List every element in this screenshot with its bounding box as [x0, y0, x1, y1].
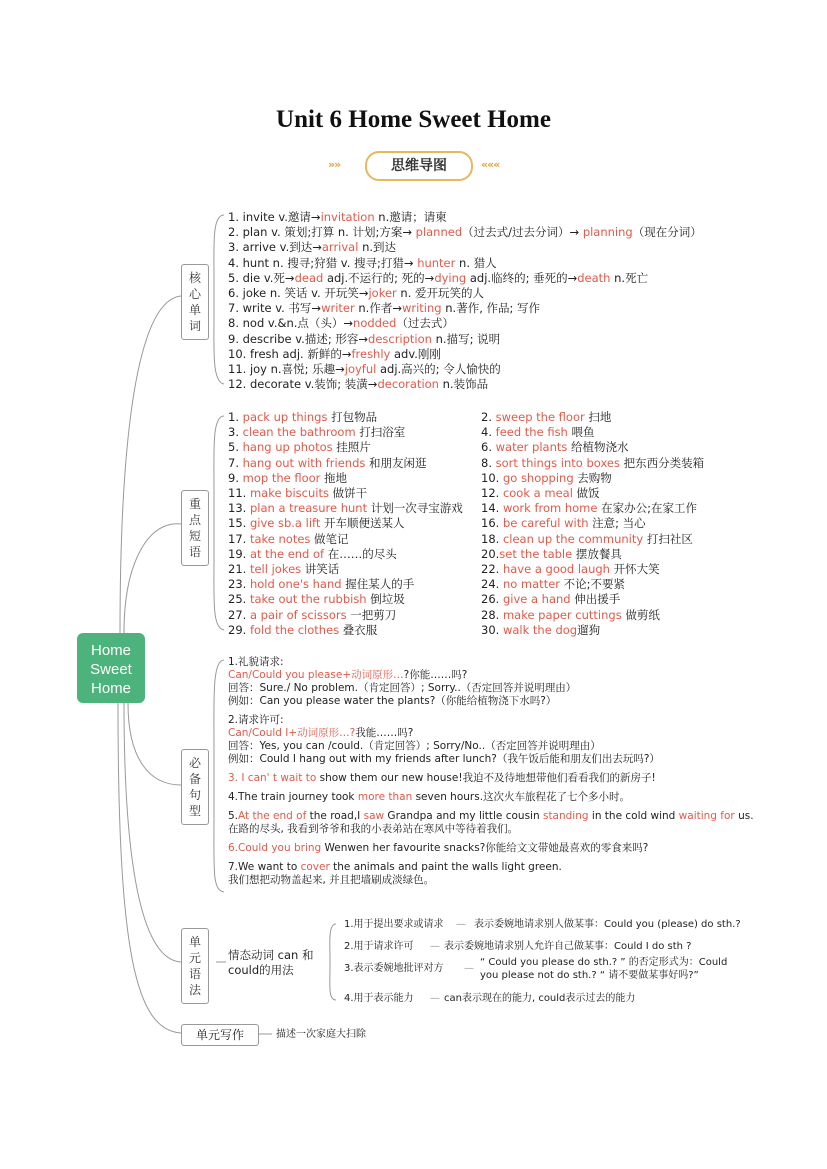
- text-segment: 2. plan v. 策划;打算 n. 计划;方案→: [228, 225, 416, 240]
- highlight-text: cook a meal: [502, 486, 573, 501]
- grammar-item-label: 1.用于提出要求或请求: [344, 919, 444, 930]
- text-segment: 做饭: [572, 486, 600, 501]
- highlight-text: Can/Could you please+动词原形…: [228, 669, 404, 681]
- text-segment: n.装饰品: [438, 377, 489, 392]
- text-segment: 我们想把动物盖起来, 并且把墙刷成淡绿色。: [228, 874, 435, 886]
- highlight-text: freshly: [351, 346, 391, 361]
- text-segment: the animals and paint the walls light green.: [329, 861, 562, 873]
- text-segment: 讲笑话: [301, 562, 340, 577]
- sentence-line: [228, 842, 754, 855]
- text-segment: 开车顺便送某人: [320, 516, 405, 531]
- text-segment: 4. hunt n. 搜寻;狩猎 v. 搜寻;打猎→: [228, 255, 418, 270]
- highlight-text: clean up the community: [502, 531, 644, 546]
- phrase-item: [228, 440, 463, 455]
- text-segment: n.邀请；请柬: [374, 210, 447, 224]
- mind-map-badge: 思维导图: [365, 151, 473, 181]
- phrase-item: [228, 486, 463, 501]
- text-segment: 我能……吗?: [355, 727, 414, 739]
- highlight-text: no matter: [502, 577, 561, 592]
- text-segment: 拖地: [320, 470, 348, 485]
- grammar-topic: [228, 948, 313, 978]
- sentence-line: [228, 656, 754, 669]
- highlight-text: take out the rubbish: [249, 592, 367, 607]
- root-node: [77, 633, 145, 703]
- text-segment: 3.: [228, 425, 243, 440]
- text-segment: 做饼干: [328, 486, 368, 501]
- highlight-text: cover: [300, 861, 330, 873]
- root-label-line: Sweet: [90, 661, 132, 678]
- badge-arrows-right: «««: [481, 158, 500, 171]
- highlight-text: hold one's hand: [249, 577, 342, 592]
- text-segment: 13.: [228, 501, 250, 516]
- phrase-item: [481, 623, 704, 638]
- text-segment: adj.不运行的; 死的→: [323, 270, 435, 285]
- phrase-item: [481, 608, 704, 623]
- word-item: [228, 377, 702, 392]
- text-segment: 6.: [481, 440, 496, 455]
- highlight-text: description: [368, 331, 432, 346]
- text-segment: 1. invite v.邀请→: [228, 210, 321, 224]
- text-segment: adj.临终的; 垂死的→: [466, 270, 578, 285]
- text-segment: seven hours.这次火车旅程花了七个多小时。: [412, 791, 631, 803]
- highlight-text: saw: [363, 810, 385, 822]
- phrase-item: [481, 516, 704, 531]
- grammar-desc-line: “ Could you please do sth.? ” 的否定形式为：Could: [480, 957, 728, 968]
- sentence-line: [228, 861, 754, 874]
- text-segment: 5.: [228, 810, 239, 822]
- word-item: [228, 332, 702, 347]
- bracket-grammar: [330, 924, 336, 1000]
- phrase-item: [481, 592, 704, 607]
- text-segment: 一把剪刀: [346, 607, 397, 622]
- sentence-line: [228, 669, 754, 682]
- text-segment: Wenwen her favourite snacks?你能给文文带她最喜欢的零食来吗?: [321, 842, 649, 854]
- text-segment: n.描写; 说明: [431, 331, 501, 346]
- grammar-item-label: 2.用于请求许可: [344, 941, 414, 952]
- text-segment: （过去式/过去分词）→: [462, 225, 583, 240]
- phrase-item: [481, 547, 704, 562]
- highlight-text: waiting for: [678, 810, 735, 822]
- highlight-text: arrival: [321, 240, 359, 255]
- highlight-text: joyful: [344, 362, 377, 377]
- phrase-item: [228, 623, 463, 638]
- word-item: [228, 225, 702, 240]
- highlight-text: give sb.a lift: [249, 516, 321, 531]
- sentence-line: [228, 740, 754, 753]
- grammar-desc-line: 表示委婉地请求别人做某事：Could you (please) do sth.?: [474, 919, 741, 930]
- highlight-text: hang out with friends: [242, 455, 366, 470]
- sentence-line: [228, 753, 754, 766]
- grammar-desc-line: you please not do sth.? “ 请不要做某事好吗?”: [480, 970, 699, 981]
- text-segment: 23.: [228, 577, 250, 592]
- text-segment: us.: [734, 810, 754, 822]
- category-grammar: 单 元 语 法: [181, 928, 209, 1004]
- text-segment: 4.: [481, 425, 496, 440]
- highlight-text: walk the dog: [502, 622, 578, 637]
- highlight-text: have a good laugh: [502, 562, 610, 577]
- text-segment: 27.: [228, 607, 250, 622]
- word-item: [228, 271, 702, 286]
- sentence-line: [228, 810, 754, 823]
- grammar-desc-line: can表示现在的能力, could表示过去的能力: [444, 993, 636, 1004]
- text-segment: 7. write v. 书写→: [228, 301, 322, 316]
- phrase-item: [228, 410, 463, 425]
- highlight-text: plan a treasure hunt: [249, 501, 368, 516]
- text-segment: 在……的尽头: [324, 546, 397, 561]
- text-segment: 26.: [481, 592, 503, 607]
- grammar-topic-line: 情态动词 can 和: [228, 948, 314, 962]
- highlight-text: 3. I can' t wait to: [228, 772, 317, 784]
- phrase-item: [228, 501, 463, 516]
- text-segment: 扫地: [584, 410, 612, 424]
- highlight-text: At the end of: [238, 810, 307, 822]
- text-segment: 握住某人的手: [341, 577, 415, 592]
- text-segment: 30.: [481, 622, 503, 637]
- highlight-text: work from home: [502, 501, 598, 516]
- grammar-item-description: [444, 992, 635, 1005]
- word-item: [228, 301, 702, 316]
- highlight-text: Can/Could I+动词原形…?: [228, 727, 356, 739]
- sentence-line: [228, 714, 754, 727]
- grammar-item-label: 3.表示委婉地批评对方: [344, 963, 444, 974]
- phrase-item: [481, 425, 704, 440]
- text-segment: 12. decorate v.装饰; 装潢→: [228, 377, 378, 392]
- phrase-item: [481, 532, 704, 547]
- branch-line-phrases: [124, 524, 181, 633]
- highlight-text: a pair of scissors: [249, 607, 347, 622]
- highlight-text: set the table: [499, 546, 573, 561]
- grammar-dash: —: [464, 963, 474, 974]
- phrase-item: [228, 425, 463, 440]
- highlight-text: dead: [294, 270, 324, 285]
- highlight-text: invitation: [320, 210, 375, 224]
- text-segment: 打包物品: [327, 410, 378, 424]
- text-segment: ?你能……吗?: [403, 669, 468, 681]
- category-writing: 单元写作: [181, 1024, 259, 1046]
- text-segment: 例如：Can you please water the plants?（你能给植物浇下水吗?）: [228, 695, 557, 707]
- root-label-line: Home: [90, 642, 131, 659]
- text-segment: 5.: [228, 440, 243, 455]
- text-segment: adv.刚刚: [390, 346, 441, 361]
- text-segment: 摆放餐具: [572, 546, 622, 561]
- text-segment: 例如：Could I hang out with my friends after lunch?（我午饭后能和朋友们出去玩吗?）: [228, 753, 660, 765]
- text-segment: show them our new house!我迫不及待地想带他们看看我们的新房子!: [316, 772, 656, 784]
- text-segment: 打扫浴室: [355, 425, 406, 440]
- text-segment: 11.: [228, 486, 250, 501]
- text-segment: 4.The train journey took: [228, 791, 358, 803]
- highlight-text: sweep the floor: [495, 410, 585, 424]
- highlight-text: make biscuits: [249, 486, 329, 501]
- phrase-item: [481, 440, 704, 455]
- text-segment: 1.礼貌请求:: [228, 656, 284, 668]
- text-segment: 和朋友闲逛: [365, 455, 427, 470]
- text-segment: 打扫社区: [643, 531, 693, 546]
- text-segment: 去购物: [573, 470, 612, 485]
- text-segment: 10.: [481, 470, 503, 485]
- highlight-text: sort things into boxes: [495, 455, 620, 470]
- highlight-text: mop the floor: [242, 470, 321, 485]
- text-segment: adj.高兴的; 令人愉快的: [376, 362, 501, 377]
- core-words-list: [228, 210, 702, 392]
- text-segment: 喂鱼: [567, 425, 595, 440]
- text-segment: 12.: [481, 486, 503, 501]
- text-segment: 18.: [481, 531, 503, 546]
- highlight-text: be careful with: [502, 516, 589, 531]
- highlight-text: make paper cuttings: [502, 607, 622, 622]
- phrase-item: [481, 562, 704, 577]
- text-segment: 20.: [481, 546, 500, 561]
- phrase-item: [228, 471, 463, 486]
- grammar-desc-line: 表示委婉地请求别人允许自己做某事：Could I do sth ?: [444, 941, 692, 952]
- grammar-item-description: [480, 956, 727, 982]
- page-title: Unit 6 Home Sweet Home: [276, 106, 551, 133]
- category-words: 核 心 单 词: [181, 264, 209, 340]
- word-item: [228, 256, 702, 271]
- text-segment: 不论;不要紧: [560, 577, 626, 592]
- text-segment: 24.: [481, 577, 503, 592]
- grammar-topic-line: could的用法: [228, 963, 294, 977]
- text-segment: 9. describe v.描述; 形容→: [228, 331, 369, 346]
- highlight-text: planning: [582, 225, 633, 240]
- highlight-text: at the end of: [249, 546, 325, 561]
- highlight-text: more than: [357, 791, 413, 803]
- phrase-item: [228, 547, 463, 562]
- text-segment: n.到达: [358, 240, 397, 255]
- text-segment: 在家办公;在家工作: [597, 501, 697, 516]
- branch-line-sentences: [128, 703, 181, 785]
- phrase-item: [481, 471, 704, 486]
- text-segment: 注意; 当心: [588, 516, 646, 531]
- text-segment: 9.: [228, 470, 243, 485]
- highlight-text: death: [577, 270, 611, 285]
- text-segment: 6. joke n. 笑话 v. 开玩笑→: [228, 286, 369, 301]
- text-segment: 计划一次寻宝游戏: [367, 501, 463, 516]
- highlight-text: planned: [415, 225, 463, 240]
- highlight-text: give a hand: [502, 592, 571, 607]
- text-segment: 挂照片: [332, 440, 371, 455]
- phrase-item: [481, 501, 704, 516]
- text-segment: 叠衣服: [339, 622, 378, 637]
- text-segment: 17.: [228, 531, 250, 546]
- badge-arrows-left: »»: [328, 158, 341, 171]
- phrase-item: [228, 516, 463, 531]
- text-segment: 7.We want to: [228, 861, 301, 873]
- text-segment: 21.: [228, 562, 250, 577]
- bracket-words: [214, 215, 224, 384]
- branch-line-writing: [118, 703, 181, 1033]
- grammar-dash: —: [430, 993, 440, 1004]
- text-segment: 把东西分类装箱: [619, 455, 705, 470]
- highlight-text: 6.Could you bring: [228, 842, 322, 854]
- word-item: [228, 362, 702, 377]
- highlight-text: joker: [368, 286, 397, 301]
- text-segment: the road,I: [306, 810, 364, 822]
- text-segment: 14.: [481, 501, 503, 516]
- text-segment: 22.: [481, 562, 503, 577]
- phrase-item: [228, 456, 463, 471]
- phrase-item: [481, 410, 704, 425]
- sentence-line: [228, 695, 754, 708]
- sentence-line: [228, 823, 754, 836]
- text-segment: 25.: [228, 592, 250, 607]
- text-segment: 11. joy n.喜悦; 乐趣→: [228, 362, 345, 377]
- text-segment: 回答：Yes, you can /could.（肯定回答）; Sorry/No..（否定回答并说明理由）: [228, 740, 601, 752]
- text-segment: 做剪纸: [621, 607, 660, 622]
- word-item: [228, 210, 702, 225]
- word-item: [228, 316, 702, 331]
- highlight-text: go shopping: [502, 470, 574, 485]
- highlight-text: pack up things: [242, 410, 328, 424]
- text-segment: 19.: [228, 546, 250, 561]
- text-segment: 遛狗: [577, 622, 601, 637]
- sentence-line: [228, 772, 754, 785]
- text-segment: in the cold wind: [588, 810, 679, 822]
- highlight-text: water plants: [495, 440, 568, 455]
- phrase-item: [228, 592, 463, 607]
- sentence-line: [228, 682, 754, 695]
- text-segment: 10. fresh adj. 新鲜的→: [228, 346, 352, 361]
- sentence-line: [228, 791, 754, 804]
- grammar-item-description: [474, 918, 741, 931]
- text-segment: n. 猎人: [455, 255, 497, 270]
- grammar-item-label: 4.用于表示能力: [344, 993, 414, 1004]
- text-segment: n.著作, 作品; 写作: [441, 301, 541, 316]
- text-segment: 伸出援手: [570, 592, 621, 607]
- text-segment: 1.: [228, 410, 243, 424]
- sentence-line: [228, 727, 754, 740]
- text-segment: 5. die v.死→: [228, 270, 295, 285]
- text-segment: 在路的尽头, 我看到爷爷和我的小表弟站在寒风中等待着我们。: [228, 823, 519, 835]
- phrase-item: [481, 577, 704, 592]
- highlight-text: tell jokes: [249, 562, 302, 577]
- text-segment: 倒垃圾: [366, 592, 405, 607]
- phrase-item: [228, 562, 463, 577]
- root-label-line: Home: [90, 680, 131, 697]
- highlight-text: nodded: [353, 316, 397, 331]
- highlight-text: writing: [401, 301, 442, 316]
- highlight-text: writer: [321, 301, 355, 316]
- sentences-list: [228, 656, 754, 887]
- word-item: [228, 347, 702, 362]
- phrase-item: [228, 608, 463, 623]
- highlight-text: decoration: [377, 377, 439, 392]
- word-item: [228, 240, 702, 255]
- text-segment: 做笔记: [310, 531, 349, 546]
- text-segment: 8. nod v.&n.点（头）→: [228, 316, 354, 331]
- text-segment: n. 爱开玩笑的人: [396, 286, 485, 301]
- phrase-item: [481, 456, 704, 471]
- text-segment: 16.: [481, 516, 503, 531]
- grammar-dash: —: [456, 919, 466, 930]
- bracket-phrases: [214, 416, 224, 630]
- word-item: [228, 286, 702, 301]
- text-segment: 回答：Sure./ No problem.（肯定回答）; Sorry..（否定回答并说明理由）: [228, 682, 577, 694]
- text-segment: n.死亡: [610, 270, 649, 285]
- text-segment: 7.: [228, 455, 243, 470]
- phrases-left-column: [228, 410, 463, 638]
- category-sentences: 必 备 句 型: [181, 749, 209, 825]
- text-segment: 29.: [228, 622, 250, 637]
- text-segment: （过去式）: [396, 316, 454, 331]
- writing-description: 描述一次家庭大扫除: [276, 1029, 366, 1040]
- highlight-text: fold the clothes: [249, 622, 340, 637]
- phrase-item: [228, 532, 463, 547]
- sentence-line: [228, 874, 754, 887]
- phrase-item: [228, 577, 463, 592]
- phrase-item: [481, 486, 704, 501]
- text-segment: 8.: [481, 455, 496, 470]
- grammar-dash: —: [430, 941, 440, 952]
- highlight-text: dying: [434, 270, 467, 285]
- text-segment: 2.: [481, 410, 496, 424]
- highlight-text: standing: [542, 810, 589, 822]
- highlight-text: take notes: [249, 531, 311, 546]
- grammar-item-description: [444, 940, 691, 953]
- text-segment: 15.: [228, 516, 250, 531]
- text-segment: 给植物浇水: [567, 440, 629, 455]
- bracket-sentences: [214, 660, 224, 892]
- text-segment: n.作者→: [354, 301, 402, 316]
- text-segment: Grandpa and my little cousin: [384, 810, 543, 822]
- highlight-text: hang up photos: [242, 440, 333, 455]
- highlight-text: clean the bathroom: [242, 425, 356, 440]
- highlight-text: feed the fish: [495, 425, 568, 440]
- text-segment: 2.请求许可:: [228, 714, 284, 726]
- text-segment: 28.: [481, 607, 503, 622]
- highlight-text: hunter: [417, 255, 456, 270]
- phrases-right-column: [481, 410, 704, 638]
- category-phrases: 重 点 短 语: [181, 490, 209, 566]
- text-segment: （现在分词）: [632, 225, 702, 240]
- text-segment: 开怀大笑: [609, 562, 660, 577]
- text-segment: 3. arrive v.到达→: [228, 240, 322, 255]
